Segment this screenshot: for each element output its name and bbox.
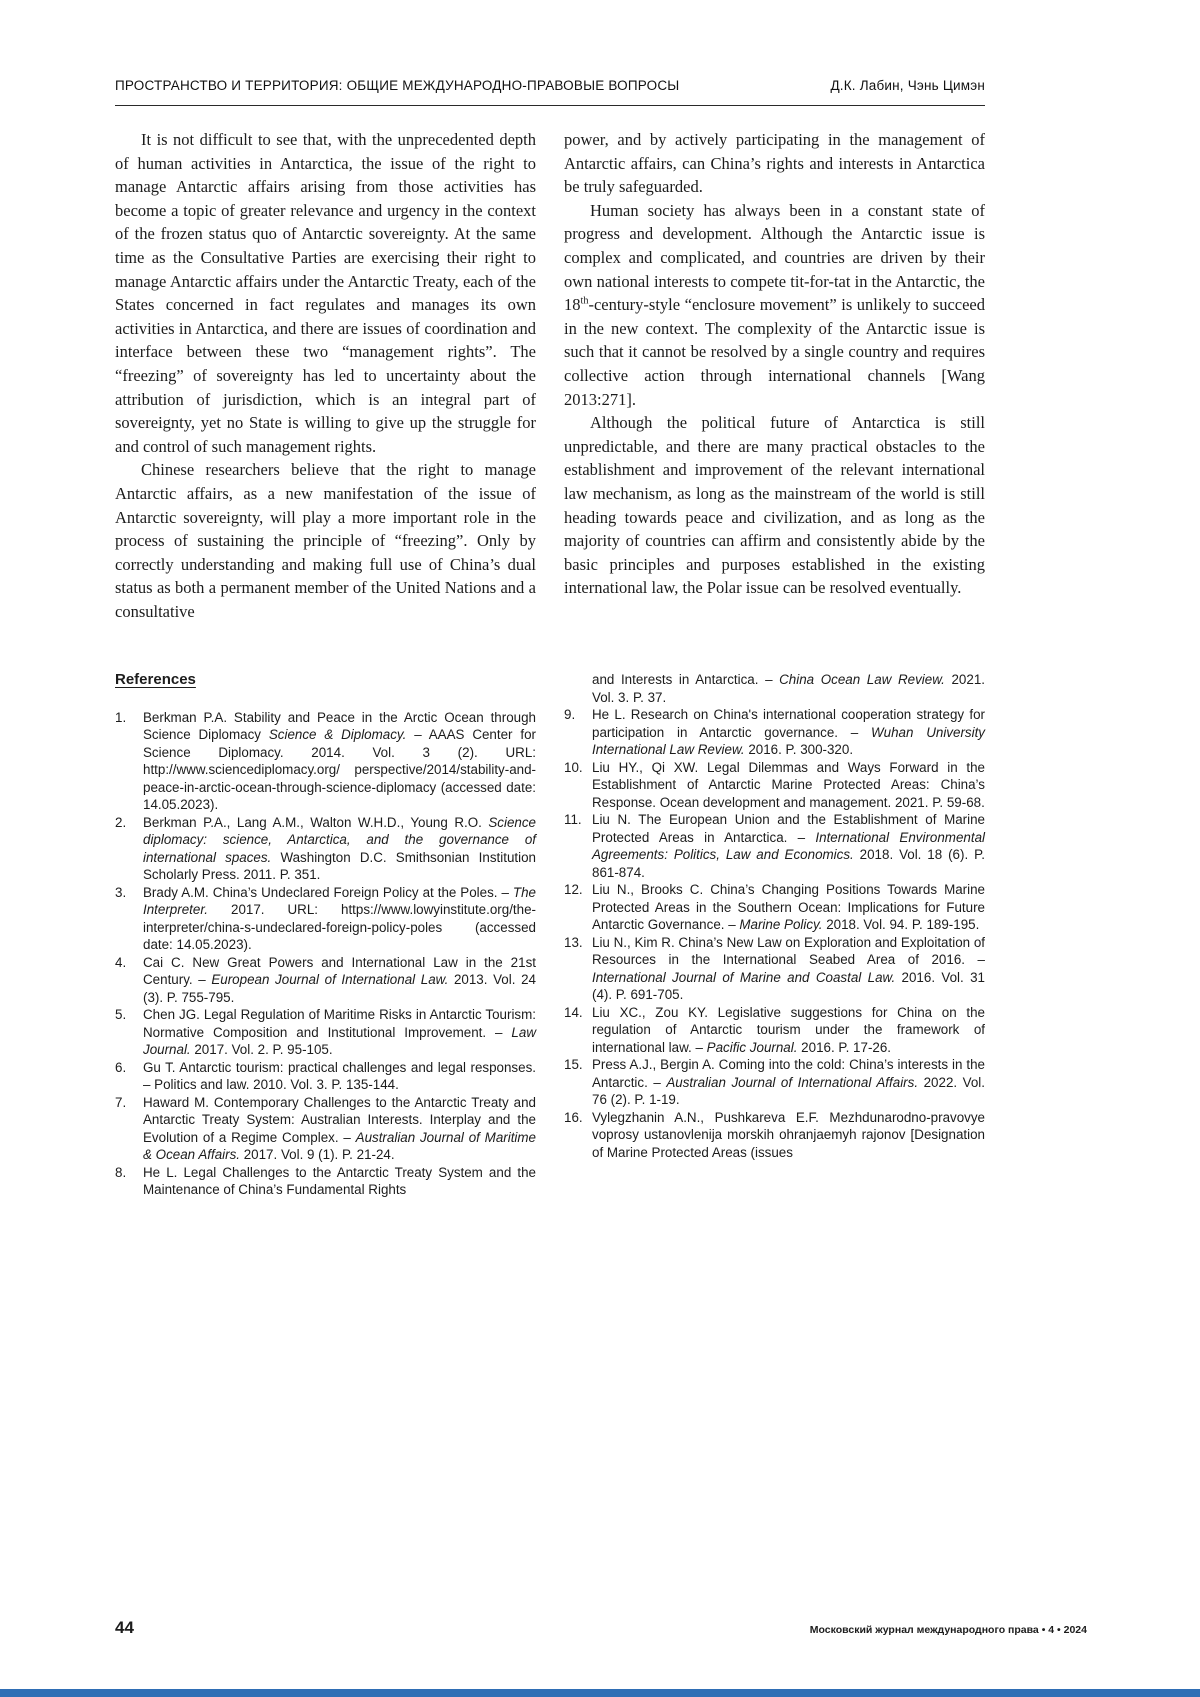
text-run: 2017. Vol. 9 (1). P. 21-24. bbox=[240, 1147, 395, 1163]
reference-text bbox=[143, 710, 536, 813]
reference-number: 2. bbox=[115, 814, 127, 830]
reference-number: 3. bbox=[115, 884, 127, 900]
reference-text bbox=[592, 1005, 985, 1055]
references-column-right bbox=[564, 671, 985, 1199]
reference-number: 14. bbox=[564, 1004, 583, 1020]
italic-text: Australian Journal of International Affairs. bbox=[666, 1074, 919, 1090]
reference-item bbox=[115, 884, 536, 954]
italic-text: Science & Diplomacy. bbox=[268, 727, 407, 743]
reference-number: 7. bbox=[115, 1094, 127, 1110]
reference-text bbox=[143, 815, 536, 883]
reference-item bbox=[115, 1006, 536, 1059]
reference-number: 16. bbox=[564, 1109, 583, 1125]
text-run: Berkman P.A. Stability and Peace in the Arctic Ocean through Science Diplomacy bbox=[143, 709, 536, 743]
references-list-left bbox=[115, 709, 536, 1199]
text-run: 2016. Vol. 31 (4). P. 691-705. bbox=[592, 969, 985, 1003]
text-run: Human society has always been in a constant state of progress and development. Although the Antarctic issue is complex and complicated, and countries are driven by their own national interests to compete tit-for-tat in the Antarctic, the 18 bbox=[564, 200, 985, 315]
reference-number: 5. bbox=[115, 1007, 127, 1023]
reference-text bbox=[592, 935, 985, 1003]
reference-number: 10. bbox=[564, 759, 583, 775]
reference-number: 8. bbox=[115, 1164, 127, 1180]
reference-text bbox=[143, 1095, 536, 1163]
text-run: – AAAS Center for Science Diplomacy. 2014. Vol. 3 (2). URL: http://www.sciencediplomacy.org/ perspective/2014/stability-and-peace-in-arctic-ocean-through-science-diplomacy (accessed date: 14.05.2023). bbox=[143, 727, 536, 813]
text-run: Gu T. Antarctic tourism: practical challenges and legal responses. – Politics and law. 2010. Vol. 3. P. 135-144. bbox=[143, 1059, 536, 1093]
reference-text bbox=[592, 1057, 985, 1107]
body-paragraph bbox=[564, 199, 985, 411]
text-run: Chen JG. Legal Regulation of Maritime Risks in Antarctic Tourism: Normative Composition and Institutional Improvement. – bbox=[143, 1007, 536, 1040]
references-heading: References bbox=[115, 671, 196, 689]
reference-text bbox=[592, 812, 985, 880]
text-run: power, and by actively participating in the management of Antarctic affairs, can China’s rights and interests in Antarctica be truly safeguarded. bbox=[564, 130, 985, 197]
body-paragraph bbox=[115, 128, 536, 458]
text-run: He L. Research on China's international cooperation strategy for participation in Antarctic governance. – bbox=[592, 707, 985, 740]
italic-text: Wuhan University International Law Review. bbox=[592, 724, 985, 758]
body-paragraph bbox=[115, 458, 536, 623]
reference-text bbox=[592, 760, 985, 810]
italic-text: European Journal of International Law. bbox=[211, 972, 449, 988]
page-number: 44 bbox=[115, 1618, 134, 1637]
text-run: 2018. Vol. 18 (6). P. 861-874. bbox=[592, 847, 985, 880]
italic-text: Law Journal. bbox=[143, 1024, 536, 1058]
text-run: Liu HY., Qi XW. Legal Dilemmas and Ways Forward in the Establishment of Antarctic Marine Protected Areas: China’s Response. Ocean development and management. 2021. P. 59-68. bbox=[592, 759, 985, 810]
reference-number: 4. bbox=[115, 954, 127, 970]
text-run: Chinese researchers believe that the right to manage Antarctic affairs, as a new manifestation of the issue of Antarctic sovereignty, will play a more important role in the process of sustaining the principle of “freezing”. Only by correctly understanding and making full use of China’s dual status as both a permanent member of the United Nations and a consultative bbox=[115, 460, 536, 621]
page-footer bbox=[115, 1618, 1087, 1638]
italic-text: Australian Journal of Maritime & Ocean Affairs. bbox=[143, 1129, 536, 1163]
reference-item bbox=[115, 709, 536, 814]
references-section bbox=[115, 671, 985, 1199]
text-run: It is not difficult to see that, with the unprecedented depth of human activities in Antarctica, the issue of the right to manage Antarctic affairs arising from those activities has become a topic of greater relevance and urgency in the context of the frozen status quo of Antarctic sovereignty. At the same time as the Consultative Parties are exercising their right to manage Antarctic affairs under the Antarctic Treaty, each of the States concerned in fact regulates and manages its own activities in Antarctica, and there are issues of coordination and interface between these two “management rights”. The “freezing” of sovereignty has led to uncertainty about the attribution of jurisdiction, which is an integral part of sovereignty, yet no State is willing to give up the struggle for and control of such management rights. bbox=[115, 130, 536, 456]
reference-item bbox=[564, 881, 985, 934]
text-run: 2016. P. 300-320. bbox=[744, 742, 854, 758]
text-run: and Interests in Antarctica. – bbox=[592, 672, 780, 688]
text-run: Liu N., Brooks C. China’s Changing Positions Towards Marine Protected Areas in the Southern Ocean: Implications for Future Antarctic Governance. – bbox=[592, 882, 985, 933]
reference-continuation bbox=[564, 671, 985, 706]
superscript-text: th bbox=[580, 295, 589, 307]
reference-text bbox=[592, 882, 985, 932]
text-run: Liu XC., Zou KY. Legislative suggestions for China on the regulation of Antarctic tourism under the framework of international law. – bbox=[592, 1004, 985, 1055]
text-run: Although the political future of Antarctica is still unpredictable, and there are many practical obstacles to the establishment and improvement of the relevant international law mechanism, as long as the mainstream of the world is still heading towards peace and civilization, and as long as the majority of countries can affirm and consistently abide by the basic principles and purposes established in the existing international law, the Polar issue can be resolved eventually. bbox=[564, 413, 985, 598]
reference-item bbox=[115, 814, 536, 884]
page-content bbox=[115, 78, 985, 1199]
reference-text bbox=[143, 1165, 536, 1198]
italic-text: Science diplomacy: science, Antarctica, and the governance of international spaces. bbox=[143, 814, 536, 865]
text-run: Berkman P.A., Lang A.M., Walton W.H.D., Young R.O. bbox=[143, 814, 489, 830]
text-run: 2018. Vol. 94. P. 189-195. bbox=[822, 917, 980, 933]
reference-number: 13. bbox=[564, 934, 583, 950]
text-run: Liu N., Kim R. China’s New Law on Exploration and Exploitation of Resources in the International Seabed Area of 2016. – bbox=[592, 934, 985, 968]
reference-item bbox=[564, 759, 985, 812]
text-run: 2016. P. 17-26. bbox=[797, 1039, 892, 1055]
text-run: Haward M. Contemporary Challenges to the Antarctic Treaty and Antarctic Treaty System: Australian Interests. Interplay and the Evolution of a Regime Complex. – bbox=[143, 1094, 536, 1145]
italic-text: The Interpreter. bbox=[143, 884, 536, 918]
text-run: 2021. Vol. 3. P. 37. bbox=[592, 672, 985, 705]
reference-text bbox=[143, 955, 536, 1005]
text-run: 2013. Vol. 24 (3). P. 755-795. bbox=[143, 972, 536, 1005]
text-run: -century-style “enclosure movement” is unlikely to succeed in the new context. The complexity of the Antarctic issue is such that it cannot be resolved by a single country and requires collective action through international channels [Wang 2013:271]. bbox=[564, 295, 985, 409]
reference-text bbox=[143, 1007, 536, 1057]
reference-item bbox=[115, 1164, 536, 1199]
reference-text bbox=[592, 1110, 985, 1160]
reference-number: 11. bbox=[564, 812, 582, 828]
running-title: ПРОСТРАНСТВО И ТЕРРИТОРИЯ: ОБЩИЕ МЕЖДУНАРОДНО-ПРАВОВЫЕ ВОПРОСЫ bbox=[115, 78, 680, 93]
reference-text bbox=[592, 707, 985, 757]
text-run: 2022. Vol. 76 (2). P. 1-19. bbox=[592, 1074, 985, 1108]
text-run: 2017. URL: https://www.lowyinstitute.org/the-interpreter/china-s-undeclared-foreign-policy-poles (accessed date: 14.05.2023). bbox=[143, 902, 536, 953]
italic-text: International Journal of Marine and Coastal Law. bbox=[592, 969, 896, 985]
italic-text: China Ocean Law Review. bbox=[779, 672, 945, 688]
reference-item bbox=[564, 811, 985, 881]
text-run: Press A.J., Bergin A. Coming into the cold: China’s interests in the Antarctic. – bbox=[592, 1057, 985, 1090]
article-column-right bbox=[564, 128, 985, 623]
italic-text: Pacific Journal. bbox=[706, 1039, 798, 1055]
reference-text bbox=[143, 885, 536, 953]
reference-text bbox=[592, 672, 985, 705]
journal-footer-line: Московский журнал международного права • 4 • 2024 bbox=[809, 1624, 1087, 1636]
reference-item bbox=[115, 954, 536, 1007]
reference-number: 6. bbox=[115, 1059, 127, 1075]
reference-item bbox=[564, 706, 985, 759]
text-run: Washington D.C. Smithsonian Institution Scholarly Press. 2011. P. 351. bbox=[143, 849, 536, 883]
body-paragraph bbox=[564, 128, 985, 199]
reference-text bbox=[143, 1060, 536, 1093]
running-header bbox=[115, 78, 985, 106]
article-body bbox=[115, 128, 985, 623]
body-paragraph bbox=[564, 411, 985, 600]
reference-item bbox=[564, 1056, 985, 1109]
bottom-accent-bar bbox=[0, 1689, 1200, 1697]
text-run: Brady A.M. China’s Undeclared Foreign Policy at the Poles. – bbox=[143, 884, 513, 900]
reference-number: 12. bbox=[564, 882, 583, 898]
text-run: Vylegzhanin A.N., Pushkareva E.F. Mezhdunarodno-pravovye voprosy ustanovlenija morskih ohranjaemyh rajonov [Designation of Marine Protected Areas (issues bbox=[592, 1109, 985, 1160]
italic-text: International Environmental Agreements: Politics, Law and Economics. bbox=[592, 829, 985, 863]
italic-text: Marine Policy. bbox=[739, 917, 823, 933]
reference-item bbox=[564, 1004, 985, 1057]
reference-item bbox=[115, 1059, 536, 1094]
reference-item bbox=[564, 1109, 985, 1162]
reference-number: 15. bbox=[564, 1057, 583, 1073]
text-run: He L. Legal Challenges to the Antarctic Treaty System and the Maintenance of China’s Fundamental Rights bbox=[143, 1164, 536, 1198]
article-column-left bbox=[115, 128, 536, 623]
references-column-left bbox=[115, 671, 536, 1199]
reference-number: 9. bbox=[564, 707, 576, 723]
text-run: 2017. Vol. 2. P. 95-105. bbox=[190, 1042, 333, 1058]
text-run: Liu N. The European Union and the Establishment of Marine Protected Areas in Antarctica. – bbox=[592, 812, 985, 845]
reference-item bbox=[564, 934, 985, 1004]
reference-item bbox=[115, 1094, 536, 1164]
running-authors: Д.К. Лабин, Чэнь Цимэн bbox=[830, 78, 985, 93]
reference-number: 1. bbox=[115, 709, 127, 725]
text-run: Cai C. New Great Powers and International Law in the 21st Century. – bbox=[143, 954, 536, 988]
